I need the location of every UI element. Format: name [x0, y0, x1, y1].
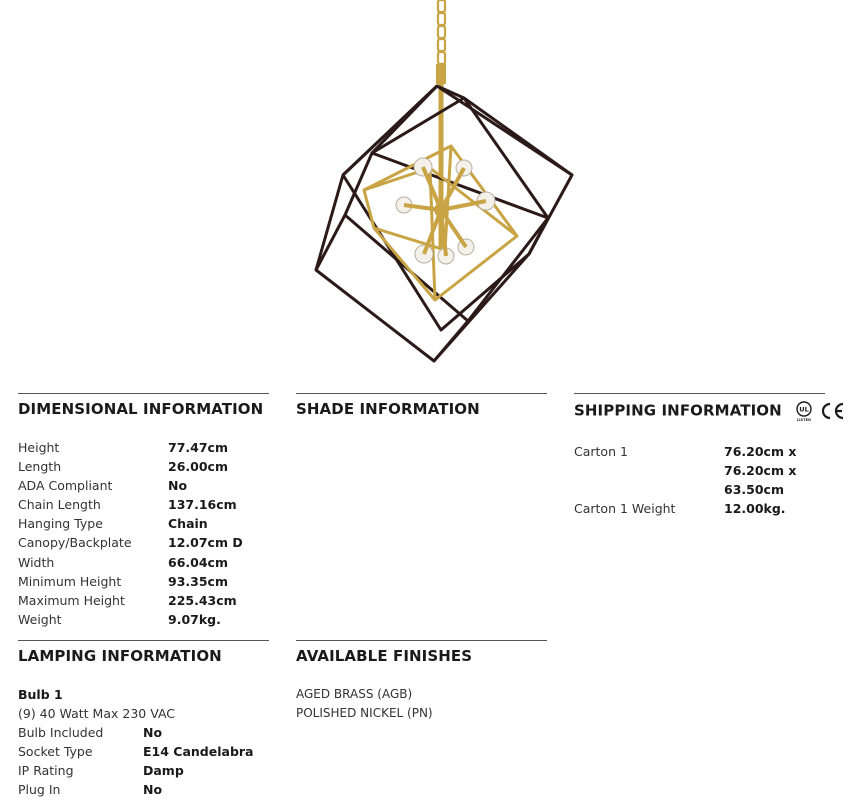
spec-row: [18, 723, 269, 742]
bulb-description: (9) 40 Watt Max 230 VAC: [18, 706, 176, 721]
spec-row: [18, 591, 269, 610]
spec-row: [18, 457, 269, 476]
spec-label: Height: [18, 440, 60, 455]
spec-row: [18, 780, 269, 799]
spec-value: 26.00cm: [168, 459, 228, 475]
spec-label: Plug In: [18, 782, 61, 798]
spec-label: Carton 1 Weight: [574, 501, 676, 516]
shipping-section: [574, 393, 825, 518]
spec-row: [18, 553, 269, 572]
spec-value: 77.47cm: [168, 440, 228, 455]
chain: [438, 0, 445, 64]
certifications: [793, 400, 845, 422]
spec-list: [18, 438, 269, 629]
spec-label: Chain Length: [18, 497, 101, 513]
spec-value: Chain: [168, 516, 208, 532]
section-title: AVAILABLE FINISHES: [296, 647, 473, 665]
dimensional-section: [18, 393, 269, 629]
finishes-section: [296, 640, 547, 723]
bulb-title: Bulb 1: [18, 687, 63, 702]
section-divider: [574, 393, 825, 394]
ce-mark-icon: [819, 401, 845, 421]
spec-row: [574, 499, 825, 518]
spec-value: 9.07kg.: [168, 611, 221, 627]
svg-text:LISTED: LISTED: [796, 418, 812, 422]
spec-value: 76.20cm x 76.20cm x 63.50cm: [724, 444, 797, 497]
spec-label: Canopy/Backplate: [18, 535, 132, 551]
section-divider: [296, 640, 547, 641]
svg-text:UL: UL: [799, 405, 809, 414]
spec-row: [18, 438, 269, 457]
lamping-section: [18, 640, 269, 799]
spec-label: Bulb Included: [18, 725, 104, 740]
spec-value: 66.04cm: [168, 554, 228, 570]
spec-row: [18, 476, 269, 495]
spec-label: Socket Type: [18, 744, 93, 760]
spec-value: 137.16cm: [168, 497, 237, 513]
finish-list: [296, 685, 547, 723]
spec-value: No: [143, 782, 163, 798]
spec-label: ADA Compliant: [18, 478, 113, 494]
chandelier-image: [300, 0, 590, 370]
spec-value: 12.00kg.: [724, 501, 786, 516]
section-title: [574, 400, 825, 422]
spec-label: IP Rating: [18, 763, 74, 779]
section-title: LAMPING INFORMATION: [18, 647, 222, 665]
spec-label: Minimum Height: [18, 573, 122, 589]
spec-value: 93.35cm: [168, 573, 228, 589]
spec-row: [18, 514, 269, 533]
section-divider: [296, 393, 547, 394]
section-title-text: SHIPPING INFORMATION: [574, 401, 782, 420]
spec-label: Carton 1: [574, 444, 628, 459]
section-title: DIMENSIONAL INFORMATION: [18, 400, 264, 418]
spec-label: Hanging Type: [18, 516, 103, 532]
section-title: SHADE INFORMATION: [296, 400, 480, 418]
spec-row: [18, 742, 269, 761]
spec-label: Maximum Height: [18, 592, 125, 608]
shade-section: [296, 393, 547, 418]
spec-row: [18, 761, 269, 780]
section-divider: [18, 393, 269, 394]
spec-value: No: [143, 725, 163, 740]
spec-value: 225.43cm: [168, 592, 237, 608]
spec-value: No: [168, 478, 188, 494]
finish-item: POLISHED NICKEL (PN): [296, 706, 433, 720]
spec-label: Weight: [18, 611, 62, 627]
spec-row: [18, 495, 269, 514]
shipping-list: [574, 442, 825, 518]
section-divider: [18, 640, 269, 641]
spec-row: [574, 442, 825, 499]
spec-value: 12.07cm D: [168, 535, 243, 551]
spec-row: [18, 610, 269, 629]
spec-label: Width: [18, 554, 55, 570]
ul-listed-icon: [793, 400, 815, 422]
spec-value: Damp: [143, 763, 184, 779]
spec-label: Length: [18, 459, 62, 475]
spec-row: [18, 572, 269, 591]
finish-item: AGED BRASS (AGB): [296, 687, 413, 701]
spec-row: [18, 533, 269, 552]
spec-value: E14 Candelabra: [143, 744, 254, 760]
